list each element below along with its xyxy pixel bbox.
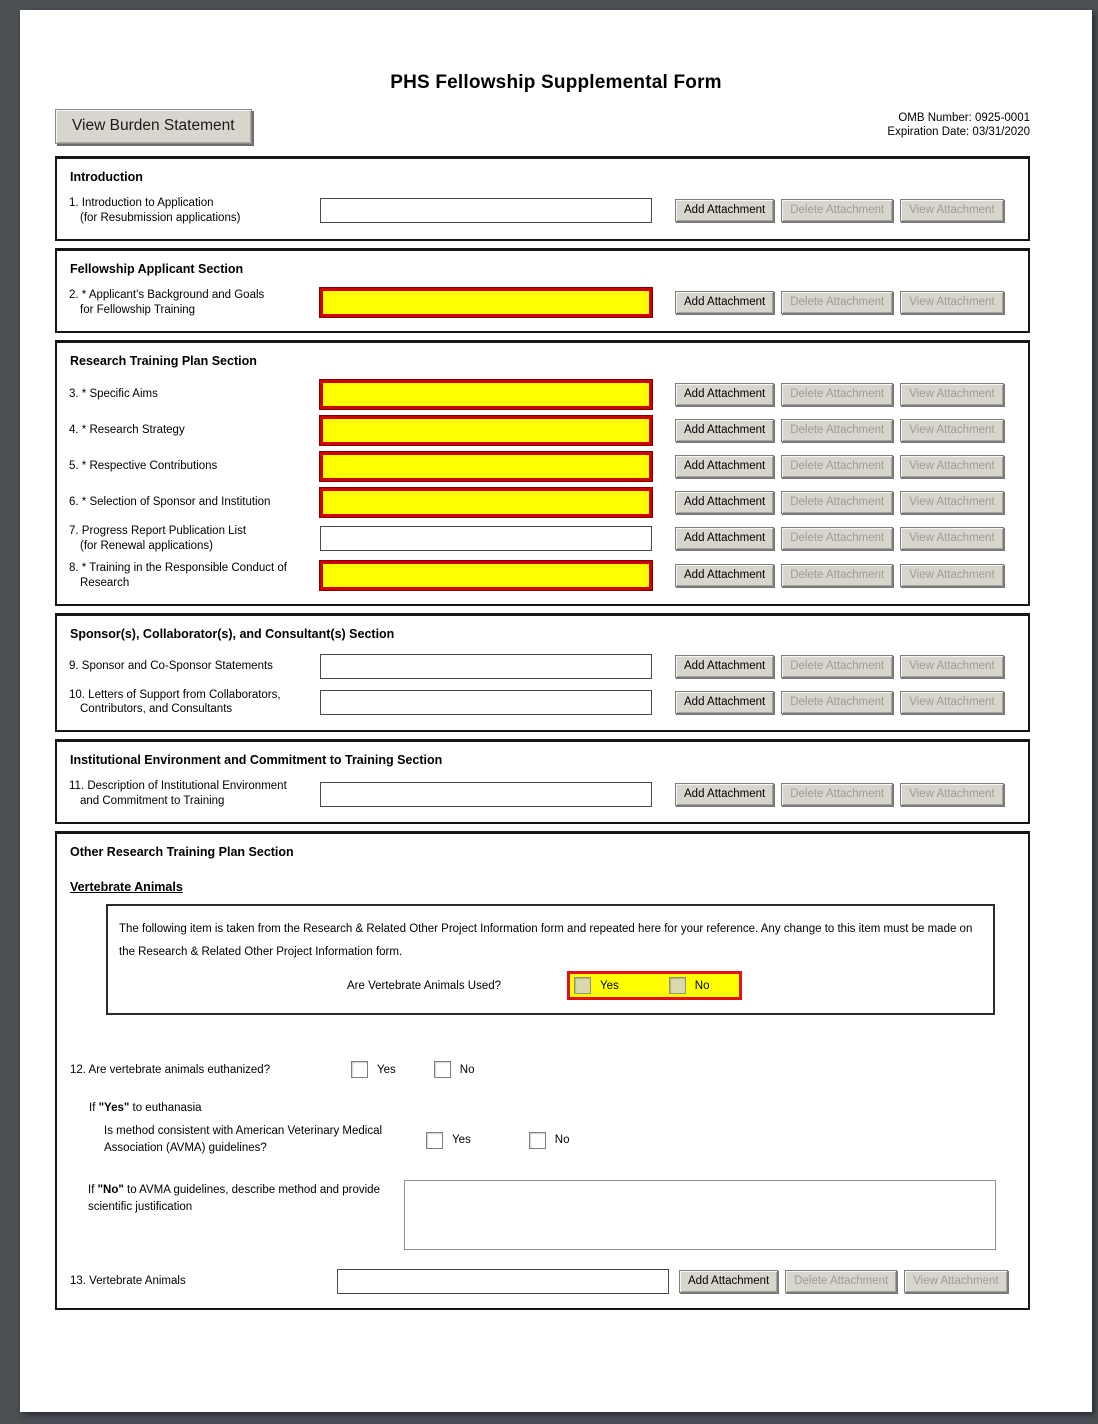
field-label: 5. * Respective Contributions: [69, 459, 218, 472]
attachment-filename-field[interactable]: [320, 416, 652, 445]
view-attachment-button: View Attachment: [900, 783, 1003, 806]
view-attachment-button: View Attachment: [900, 527, 1003, 550]
attachment-filename-field[interactable]: [320, 452, 652, 481]
attachment-row: [69, 488, 1016, 517]
field-label: 4. * Research Strategy: [69, 423, 185, 436]
question-12-row: [70, 1061, 1016, 1078]
omb-block: [887, 109, 1030, 139]
delete-attachment-button: Delete Attachment: [781, 655, 893, 678]
view-attachment-button: View Attachment: [900, 564, 1003, 587]
add-attachment-button[interactable]: Add Attachment: [675, 527, 774, 550]
attachment-buttons: [679, 1270, 1008, 1293]
form-section: [55, 340, 1030, 606]
question-13-row: [70, 1269, 1016, 1294]
field-label: 9. Sponsor and Co-Sponsor Statements: [69, 660, 273, 673]
no-option: [434, 1061, 475, 1078]
section-heading: Institutional Environment and Commitment to Training Section: [70, 753, 443, 768]
delete-attachment-button: Delete Attachment: [781, 455, 893, 478]
delete-attachment-button: Delete Attachment: [781, 291, 893, 314]
no-checkbox[interactable]: [529, 1132, 546, 1149]
field-label: 11. Description of Institutional Environment and Commitment to Training: [69, 780, 287, 808]
section-heading: Research Training Plan Section: [70, 353, 257, 368]
attachment-buttons: [675, 291, 1004, 314]
reference-note-box: [106, 904, 995, 1015]
question-13-label: 13. Vertebrate Animals: [70, 1275, 186, 1288]
form-page: [20, 10, 1092, 1412]
field-label: 3. * Specific Aims: [69, 387, 158, 400]
top-bar: [55, 109, 1030, 145]
no-label: No: [459, 1063, 475, 1076]
attachment-row: [69, 196, 1016, 226]
view-attachment-button: View Attachment: [900, 383, 1003, 406]
yes-label: Yes: [452, 1134, 471, 1147]
vertebrate-used-question: Are Vertebrate Animals Used?: [347, 979, 502, 992]
vertebrate-used-answer-box: [567, 971, 742, 1000]
no-label: No: [554, 1134, 570, 1147]
attachment-row: [69, 380, 1016, 409]
field-label: 1. Introduction to Application (for Resubmission applications): [69, 197, 241, 224]
attachment-filename-field[interactable]: [320, 380, 652, 409]
no-option: [669, 977, 710, 994]
reference-note-text: The following item is taken from the Research & Related Other Project Information form and repeated here for your reference. Any change to this item must be made on the Research & Related Other Project Information form.: [119, 923, 973, 958]
attachment-row: [69, 688, 1016, 718]
vertebrate-used-row: [119, 971, 981, 1000]
avma-justification-label: If "No" to AVMA guidelines, describe method and provide scientific justification: [88, 1183, 380, 1213]
delete-attachment-button: Delete Attachment: [781, 527, 893, 550]
section-other-research-training-plan: [55, 831, 1030, 1309]
attachment-buttons: [675, 655, 1004, 678]
form-section: [55, 156, 1030, 241]
delete-attachment-button: Delete Attachment: [785, 1270, 897, 1293]
delete-attachment-button: Delete Attachment: [781, 783, 893, 806]
add-attachment-button[interactable]: Add Attachment: [675, 655, 774, 678]
add-attachment-button[interactable]: Add Attachment: [675, 783, 774, 806]
attachment-buttons: [675, 419, 1004, 442]
attachment-filename-field[interactable]: [320, 782, 652, 807]
no-checkbox[interactable]: [434, 1061, 451, 1078]
view-attachment-button: View Attachment: [900, 655, 1003, 678]
yes-label: Yes: [600, 979, 619, 992]
add-attachment-button[interactable]: Add Attachment: [675, 383, 774, 406]
attachment-filename-field[interactable]: [337, 1269, 669, 1294]
attachment-row: [69, 653, 1016, 681]
expiration-date: Expiration Date: 03/31/2020: [887, 125, 1030, 138]
view-attachment-button: View Attachment: [900, 291, 1003, 314]
section-heading: Introduction: [70, 170, 143, 184]
add-attachment-button[interactable]: Add Attachment: [675, 691, 774, 714]
yes-checkbox[interactable]: [351, 1061, 368, 1078]
attachment-row: [69, 561, 1016, 591]
view-attachment-button: View Attachment: [904, 1270, 1007, 1293]
attachment-buttons: [675, 455, 1004, 478]
add-attachment-button[interactable]: Add Attachment: [675, 291, 774, 314]
attachment-row: [69, 416, 1016, 445]
field-label: 6. * Selection of Sponsor and Institution: [69, 495, 271, 508]
avma-justification-row: [88, 1180, 1016, 1250]
if-yes-note: If "Yes" to euthanasia: [89, 1102, 202, 1115]
section-heading: Sponsor(s), Collaborator(s), and Consultant(s) Section: [70, 626, 395, 641]
add-attachment-button[interactable]: Add Attachment: [679, 1270, 778, 1293]
field-label: 10. Letters of Support from Collaborators, Contributors, and Consultants: [69, 688, 281, 716]
form-sections: [20, 156, 1092, 824]
form-section: [55, 613, 1030, 733]
add-attachment-button[interactable]: Add Attachment: [675, 199, 774, 222]
yes-checkbox[interactable]: [426, 1132, 443, 1149]
view-attachment-button: View Attachment: [900, 419, 1003, 442]
attachment-buttons: [675, 491, 1004, 514]
no-checkbox[interactable]: [669, 977, 686, 994]
yes-option: [351, 1061, 396, 1078]
delete-attachment-button: Delete Attachment: [781, 199, 893, 222]
avma-question-row: [104, 1123, 1016, 1158]
add-attachment-button[interactable]: Add Attachment: [675, 419, 774, 442]
attachment-buttons: [675, 383, 1004, 406]
vertebrate-animals-heading: Vertebrate Animals: [70, 880, 183, 895]
attachment-filename-field[interactable]: [320, 488, 652, 517]
add-attachment-button[interactable]: Add Attachment: [675, 455, 774, 478]
form-section: [55, 248, 1030, 333]
view-attachment-button: View Attachment: [900, 455, 1003, 478]
yes-label: Yes: [377, 1063, 396, 1076]
attachment-filename-field[interactable]: [320, 561, 652, 590]
attachment-buttons: [675, 199, 1004, 222]
omb-number: OMB Number: 0925-0001: [898, 112, 1030, 124]
yes-option: [574, 977, 619, 994]
add-attachment-button[interactable]: Add Attachment: [675, 491, 774, 514]
attachment-row: [69, 779, 1016, 809]
delete-attachment-button: Delete Attachment: [781, 564, 893, 587]
avma-justification-textarea[interactable]: [404, 1180, 996, 1250]
attachment-filename-field[interactable]: [320, 288, 652, 317]
page-title: PHS Fellowship Supplemental Form: [390, 72, 722, 93]
yes-checkbox[interactable]: [574, 977, 591, 994]
field-label: 2. * Applicant's Background and Goals for Fellowship Training: [69, 288, 265, 316]
view-burden-statement-button[interactable]: View Burden Statement: [55, 109, 252, 144]
attachment-filename-field[interactable]: [320, 690, 652, 715]
avma-question-label: Is method consistent with American Veterinary Medical Association (AVMA) guidelines?: [104, 1125, 383, 1155]
delete-attachment-button: Delete Attachment: [781, 691, 893, 714]
no-option: [529, 1132, 570, 1149]
form-section: [55, 739, 1030, 824]
section-heading: Fellowship Applicant Section: [70, 261, 244, 276]
question-12-label: 12. Are vertebrate animals euthanized?: [70, 1063, 271, 1076]
view-attachment-button: View Attachment: [900, 199, 1003, 222]
field-label: 8. * Training in the Responsible Conduct of Research: [69, 561, 287, 589]
attachment-buttons: [675, 527, 1004, 550]
yes-option: [426, 1132, 471, 1149]
add-attachment-button[interactable]: Add Attachment: [675, 564, 774, 587]
section-heading: Other Research Training Plan Section: [70, 845, 294, 860]
attachment-buttons: [675, 564, 1004, 587]
attachment-filename-field[interactable]: [320, 654, 652, 679]
attachment-row: [69, 524, 1016, 554]
attachment-buttons: [675, 691, 1004, 714]
attachment-filename-field[interactable]: [320, 526, 652, 551]
attachment-row: [69, 452, 1016, 481]
attachment-row: [69, 288, 1016, 318]
no-label: No: [694, 979, 710, 992]
attachment-filename-field[interactable]: [320, 198, 652, 223]
delete-attachment-button: Delete Attachment: [781, 383, 893, 406]
attachment-buttons: [675, 783, 1004, 806]
view-attachment-button: View Attachment: [900, 491, 1003, 514]
delete-attachment-button: Delete Attachment: [781, 419, 893, 442]
delete-attachment-button: Delete Attachment: [781, 491, 893, 514]
field-label: 7. Progress Report Publication List (for Renewal applications): [69, 524, 247, 552]
view-attachment-button: View Attachment: [900, 691, 1003, 714]
